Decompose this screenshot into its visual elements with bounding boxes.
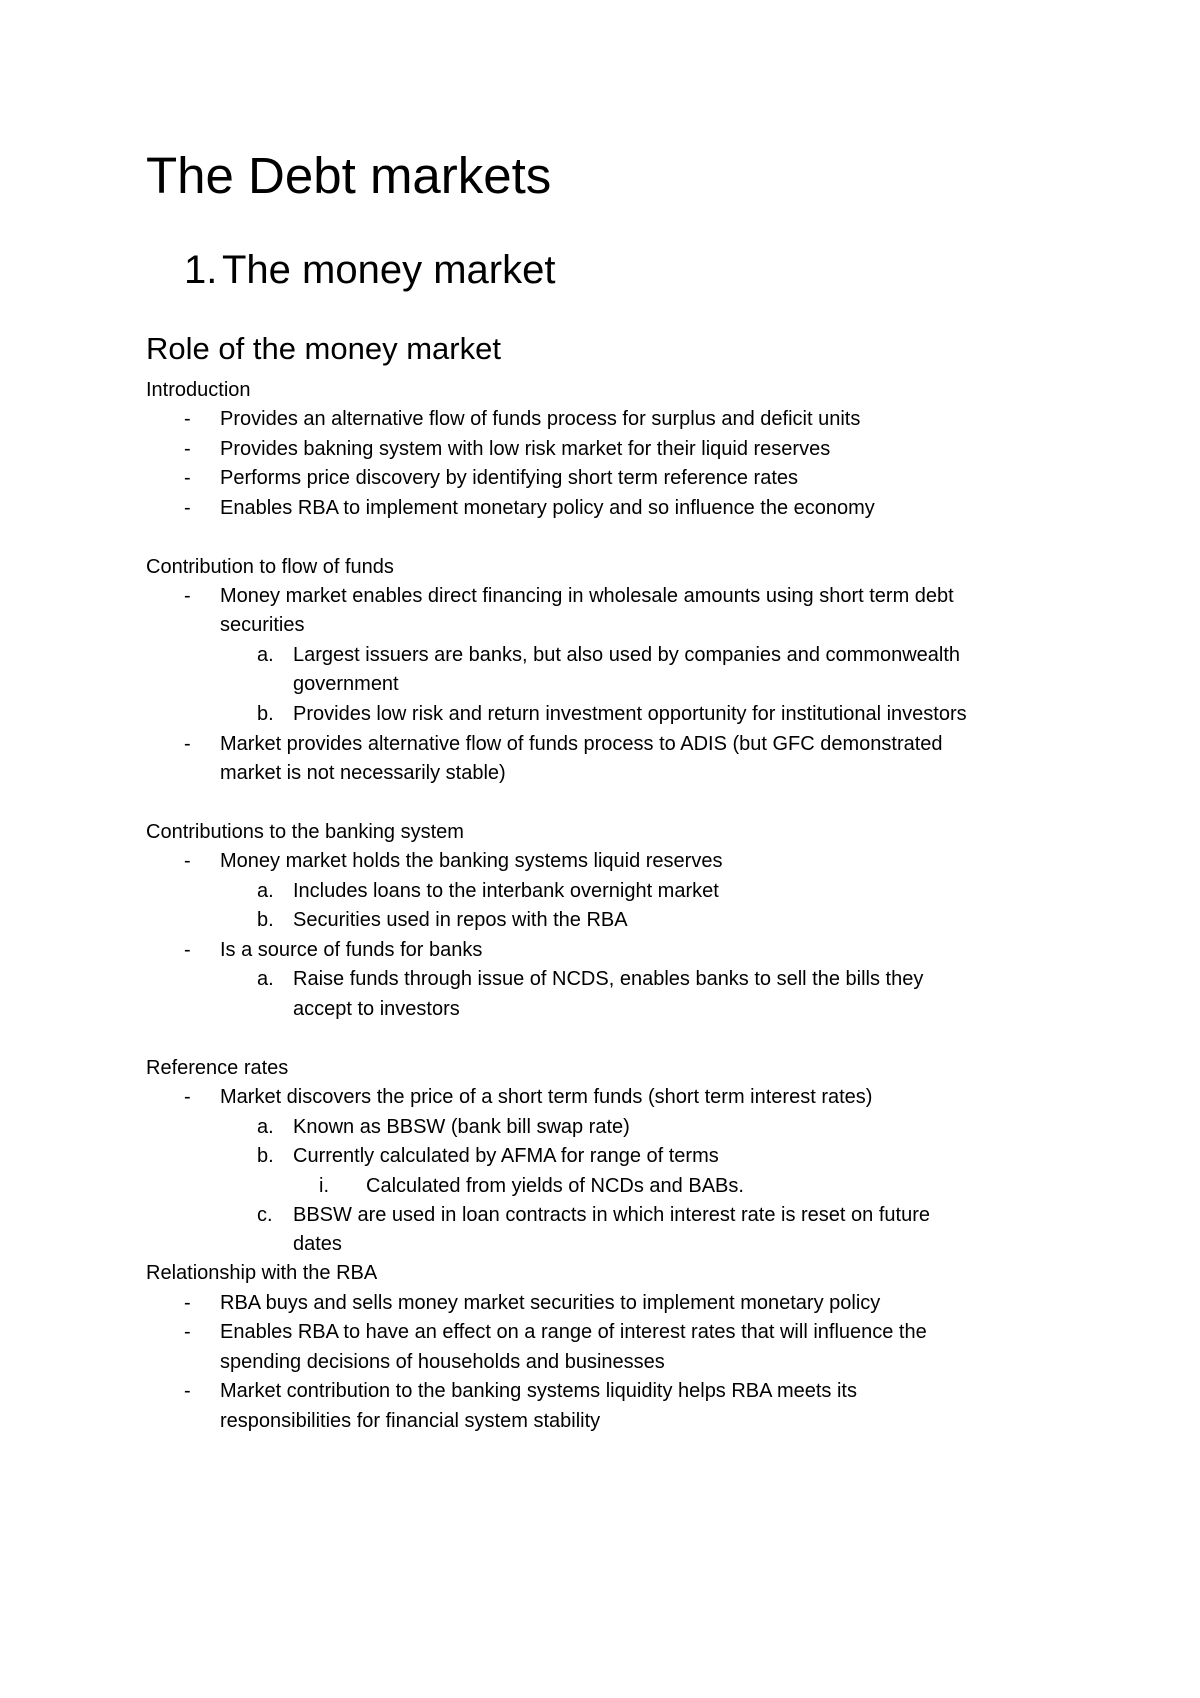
list-item [184,464,1100,494]
letter-marker: a. [257,880,274,902]
letter-marker: a. [257,1116,274,1138]
list-item-text: RBA buys and sells money market securities to implement monetary policy [220,1292,881,1314]
dash-marker: - [184,850,191,872]
dash-marker: - [184,467,191,489]
introduction-label: Introduction [146,379,251,401]
rba-label: Relationship with the RBA [146,1262,378,1284]
dash-marker: - [184,733,191,755]
banking-system-label: Contributions to the banking system [146,821,464,843]
list-item-text: Enables RBA to implement monetary policy and so influence the economy [220,497,875,519]
list-item [184,730,1100,760]
section-heading-money-market [184,246,555,294]
list-item-text: Market contribution to the banking systems liquidity helps RBA meets its [220,1380,857,1402]
list-item [184,1289,1100,1319]
list-item-text: Money market holds the banking systems liquid reserves [220,850,723,872]
letter-marker: b. [257,703,274,725]
list-item-text: Enables RBA to have an effect on a range of interest rates that will influence the [220,1321,927,1343]
list-item-text: Provides an alternative flow of funds process for surplus and deficit units [220,408,861,430]
roman-marker: i. [319,1175,329,1197]
list-item [184,582,1100,612]
list-item [184,435,1100,465]
section-heading-text: The money market [222,248,556,292]
sub-list-item-text: Securities used in repos with the RBA [293,909,628,931]
letter-marker: a. [257,968,274,990]
sub-list-item-text: BBSW are used in loan contracts in which interest rate is reset on future [293,1204,930,1226]
list-item-text: Provides bakning system with low risk market for their liquid reserves [220,438,831,460]
sub-list-item [257,1142,1113,1172]
dash-marker: - [184,1321,191,1343]
list-item-continuation: responsibilities for financial system stability [220,1410,601,1432]
sub-list-item-text: Currently calculated by AFMA for range of terms [293,1145,719,1167]
list-item [184,405,1100,435]
list-item-text: Performs price discovery by identifying short term reference rates [220,467,798,489]
sub-list-item [257,965,1113,995]
list-item-continuation: securities [220,614,305,636]
dash-marker: - [184,438,191,460]
list-item-text: Market provides alternative flow of funds process to ADIS (but GFC demonstrated [220,733,943,755]
dash-marker: - [184,585,191,607]
letter-marker: b. [257,1145,274,1167]
list-item-text: Is a source of funds for banks [220,939,483,961]
sub-list-item [257,1113,1113,1143]
list-item-text: Market discovers the price of a short term funds (short term interest rates) [220,1086,873,1108]
sub-list-item [257,641,1113,671]
flow-of-funds-label: Contribution to flow of funds [146,556,394,578]
sub-list-item [257,700,1113,730]
document-title: The Debt markets [146,147,552,204]
list-item-text: Money market enables direct financing in wholesale amounts using short term debt [220,585,954,607]
dash-marker: - [184,1380,191,1402]
subsection-heading: Role of the money market [146,331,501,366]
sub-list-item-text: Known as BBSW (bank bill swap rate) [293,1116,630,1138]
letter-marker: b. [257,909,274,931]
sub-list-item-text: Largest issuers are banks, but also used by companies and commonwealth [293,644,961,666]
list-item [184,847,1100,877]
list-item [184,1083,1100,1113]
dash-marker: - [184,939,191,961]
sub-list-item-continuation: accept to investors [293,998,460,1020]
letter-marker: c. [257,1204,273,1226]
sub-list-item-continuation: government [293,673,399,695]
list-item-continuation: market is not necessarily stable) [220,762,506,784]
sub-list-item-text: Provides low risk and return investment opportunity for institutional investors [293,703,967,725]
sub-list-item [257,1201,1113,1231]
dash-marker: - [184,1086,191,1108]
dash-marker: - [184,408,191,430]
dash-marker: - [184,497,191,519]
list-item [184,936,1100,966]
sub-sub-list-item [319,1172,1106,1202]
list-item [184,494,1100,524]
sub-list-item [257,906,1113,936]
letter-marker: a. [257,644,274,666]
section-number: 1. [184,248,218,292]
sub-list-item [257,877,1113,907]
sub-list-item-continuation: dates [293,1233,342,1255]
list-item-continuation: spending decisions of households and businesses [220,1351,665,1373]
reference-rates-label: Reference rates [146,1057,289,1079]
sub-list-item-text: Includes loans to the interbank overnight market [293,880,719,902]
sub-sub-list-item-text: Calculated from yields of NCDs and BABs. [366,1175,744,1197]
list-item [184,1318,1100,1348]
dash-marker: - [184,1292,191,1314]
sub-list-item-text: Raise funds through issue of NCDS, enables banks to sell the bills they [293,968,924,990]
list-item [184,1377,1100,1407]
